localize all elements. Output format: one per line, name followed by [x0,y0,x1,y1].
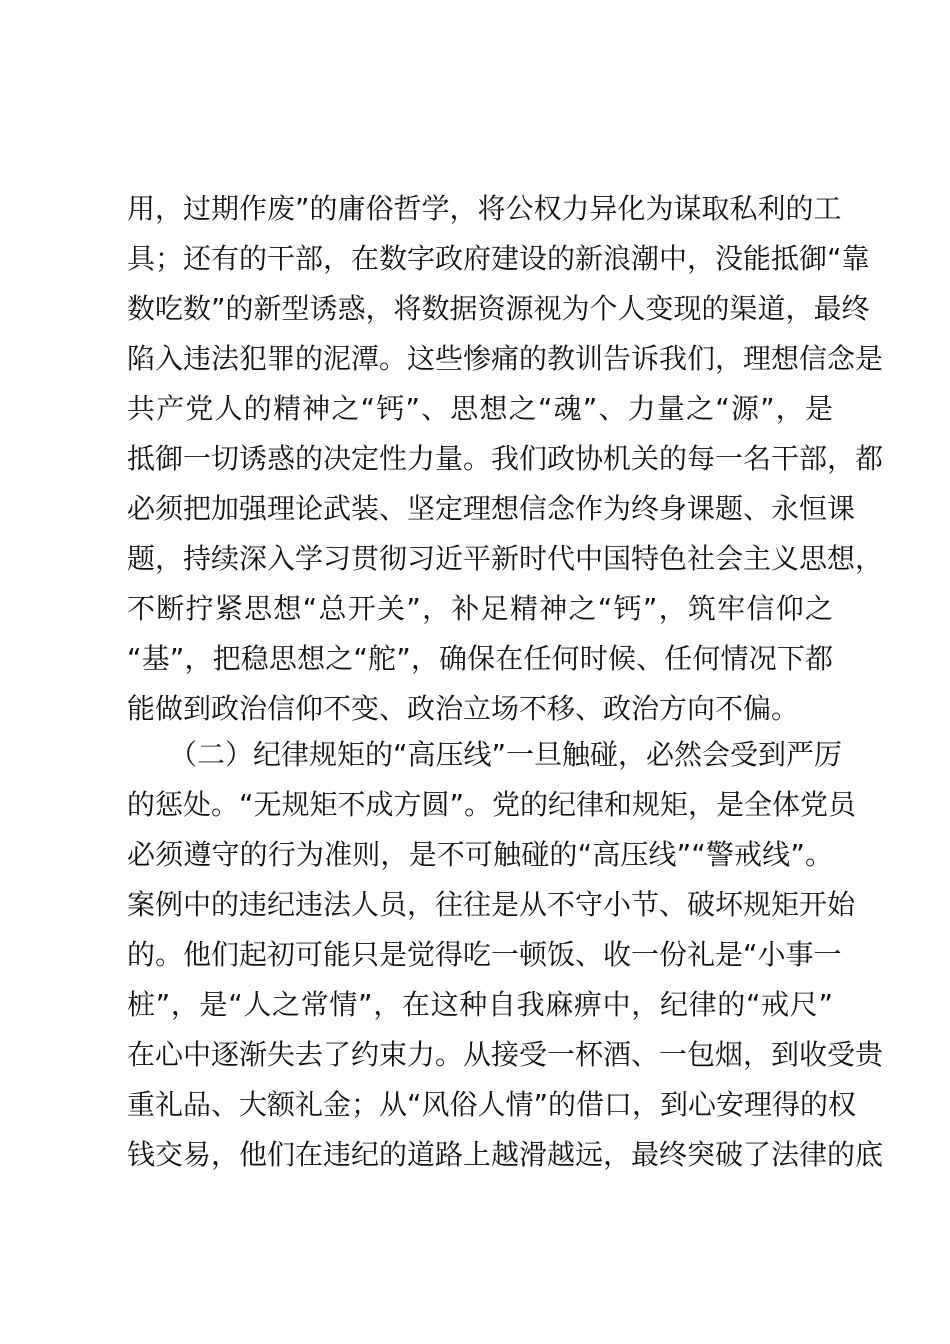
text-line: 的惩处。“无规矩不成方圆”。党的纪律和规矩，是全体党员 [127,788,857,821]
text-line: 在心中逐渐失去了约束力。从接受一杯酒、一包烟，到收受贵 [127,1038,884,1071]
text-line: 陷入违法犯罪的泥潭。这些惨痛的教训告诉我们，理想信念是 [127,342,884,375]
text-line: “基”，把稳思想之“舵”，确保在任何时候、任何情况下都 [127,642,833,675]
text-line: 的。他们起初可能只是觉得吃一顿饭、收一份礼是“小事一 [127,938,842,971]
text-line: 钱交易，他们在违纪的道路上越滑越远，最终突破了法律的底 [127,1138,884,1171]
text-line: 案例中的违纪违法人员，往往是从不守小节、破坏规矩开始 [127,888,856,921]
text-line: 具；还有的干部，在数字政府建设的新浪潮中，没能抵御“靠 [127,242,870,275]
text-line: 数吃数”的新型诱惑，将数据资源视为个人变现的渠道，最终 [127,292,870,325]
text-line: 共产党人的精神之“钙”、思想之“魂”、力量之“源”，是 [127,392,833,425]
text-line: 必须把加强理论武装、坚定理想信念作为终身课题、永恒课 [127,492,856,525]
text-line: 不断拧紧思想“总开关”，补足精神之“钙”，筑牢信仰之 [127,592,833,625]
text-line: 重礼品、大额礼金；从“风俗人情”的借口，到心安理得的权 [127,1088,857,1121]
text-line: 用，过期作废”的庸俗哲学，将公权力异化为谋取私利的工 [127,192,842,225]
text-line: 桩”，是“人之常情”，在这种自我麻痹中，纪律的“戒尺” [127,988,833,1021]
section-heading-line: （二）纪律规矩的“高压线”一旦触碰，必然会受到严厉 [127,738,843,771]
text-line: 题，持续深入学习贯彻习近平新时代中国特色社会主义思想， [127,542,884,575]
section-two-paragraph [127,730,884,1180]
text-line: 抵御一切诱惑的决定性力量。我们政协机关的每一名干部，都 [127,442,884,475]
text-line: 必须遵守的行为准则，是不可触碰的“高压线”“警戒线”。 [127,838,833,871]
paragraph-continued [127,184,884,734]
text-line: 能做到政治信仰不变、政治立场不移、政治方向不偏。 [127,692,800,725]
